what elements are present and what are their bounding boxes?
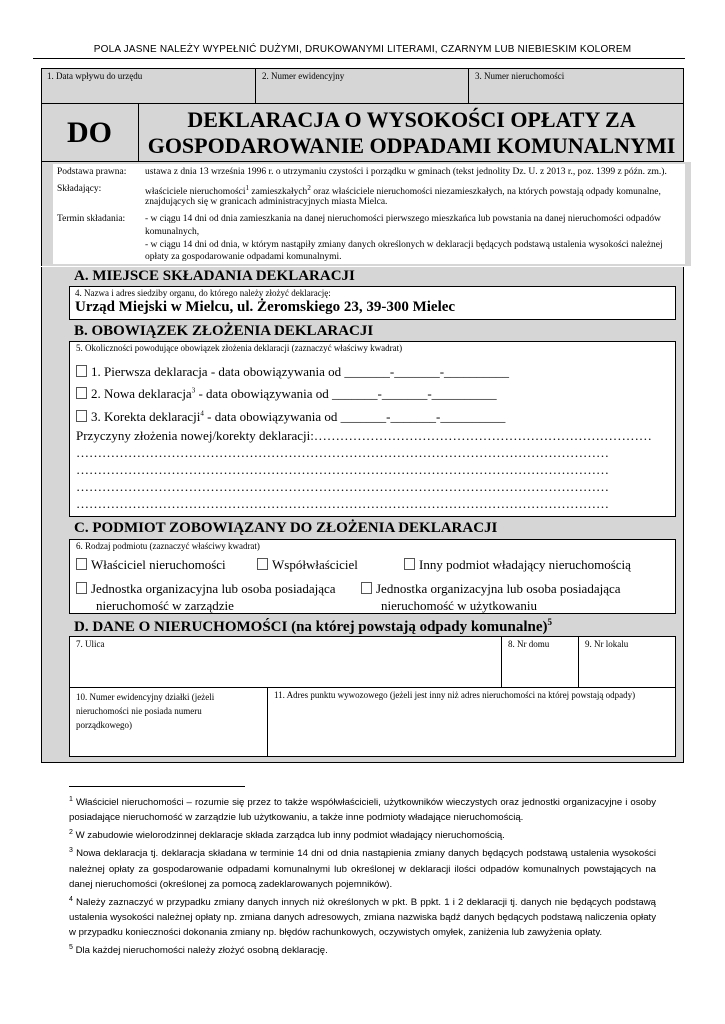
checkbox-other-entity[interactable] (404, 558, 415, 570)
reason-line-4[interactable]: …………………………………………………………………………………………………………… (76, 479, 609, 494)
checkbox-usufruct[interactable] (361, 582, 372, 594)
title-line-1: DEKLARACJA O WYSOKOŚCI OPŁATY ZA (187, 107, 636, 132)
section-a-title: A. MIEJSCE SKŁADANIA DEKLARACJI (74, 268, 355, 284)
field-2-registry-number[interactable] (256, 68, 469, 104)
checkbox-correction[interactable] (76, 410, 87, 422)
option-management-label-a: Jednostka organizacyjna lub osoba posiadająca (91, 581, 336, 596)
option-other-entity[interactable] (404, 557, 631, 573)
filer-sup-2: 2 (307, 184, 311, 192)
section-c-title: C. PODMIOT ZOBOWIĄZANY DO ZŁOŻENIA DEKLARACJI (74, 520, 498, 536)
option-correction[interactable] (76, 409, 505, 425)
filer-sup-1: 1 (245, 184, 250, 192)
field-1-received-date[interactable] (41, 68, 256, 104)
deadline-text-2: komunalnych, (145, 227, 200, 237)
declaration-title (139, 104, 684, 162)
field-8-house-number[interactable] (502, 636, 579, 689)
reason-line-3[interactable]: …………………………………………………………………………………………………………… (76, 462, 609, 477)
field-10-label-a: 10. Numer ewidencyjny działki (jeżeli (76, 692, 215, 702)
option-new-label-b: - data obowiązywania od _______-_______-__________ (195, 386, 497, 401)
filer-text-b: zamieszkałych (249, 187, 308, 198)
field-2-label: 2. Numer ewidencyjny (262, 71, 345, 81)
option-first-label: 1. Pierwsza deklaracja - data obowiązywania od _______-_______-__________ (91, 364, 510, 379)
option-co-owner[interactable] (257, 557, 358, 573)
title-line-2: GOSPODAROWANIE ODPADAMI KOMUNALNYMI (147, 133, 676, 158)
field-8-label: 8. Nr domu (508, 639, 550, 649)
footnote-5-text: Dla każdej nieruchomości należy złożyć osobną deklarację. (72, 944, 328, 956)
footnotes (69, 792, 656, 958)
footnote-1 (69, 792, 656, 825)
field-4-label: 4. Nazwa i adres siedziby organu, do którego należy złożyć deklarację: (75, 288, 331, 298)
footnote-4 (69, 892, 656, 940)
option-new-sup: 3 (191, 386, 196, 395)
section-d-title (74, 617, 552, 636)
field-10-parcel-number[interactable] (69, 687, 268, 757)
option-management[interactable] (76, 580, 336, 614)
filer-text-line1 (145, 184, 661, 197)
option-first-declaration[interactable] (76, 364, 509, 380)
deadline-text-1: - w ciągu 14 dni od dnia zamieszkania na danej nieruchomości pierwszego mieszkańca lub powstania na danej nieruchomości odpadów (145, 214, 661, 224)
deadline-text-4: opłaty za gospodarowanie odpadami komunalnymi. (145, 252, 342, 262)
footnote-3 (69, 843, 656, 891)
footnote-1-num: 1 (69, 796, 73, 803)
legal-basis-text: ustawa z dnia 13 września 1996 r. o utrzymaniu czystości i porządku w gminach (tekst jednolity Dz. U. z 2013 r., poz. 1399 z późn. zm.). (145, 167, 667, 177)
section-d-title-sup: 5 (547, 617, 553, 627)
field-10-label-c: porządkowego) (76, 720, 132, 730)
checkbox-new-declaration[interactable] (76, 387, 87, 399)
field-5-label: 5. Okoliczności powodujące obowiązek złożenia deklaracji (zaznaczyć właściwy kwadrat) (76, 343, 403, 353)
do-label: DO (67, 116, 112, 149)
reason-line-1[interactable] (76, 428, 668, 444)
field-10-label-b: nieruchomości nie posiada numeru (76, 706, 202, 716)
option-new-declaration[interactable] (76, 386, 497, 402)
legal-basis-label: Podstawa prawna: (57, 167, 127, 177)
field-7-street[interactable] (69, 636, 502, 689)
field-6-label: 6. Rodzaj podmiotu (zaznaczyć właściwy kwadrat) (76, 541, 260, 551)
filer-text-a: właściciele nieruchomości (145, 187, 246, 198)
do-label-cell (41, 104, 139, 162)
footnote-3-text: Nowa deklaracja tj. deklaracja składana w terminie 14 dni od dnia nastąpienia zmiany danych będących podstawą ustalenia wysokości należnej opłaty za gospodarowanie odpadami komunalnymi lub określonej w deklaracji ilości odpadów komunalnych powstających na danej nieruchomości (określonej za pomocą zadeklarowanych pojemników). (69, 848, 656, 890)
footnote-4-text: Należy zaznaczyć w przypadku zmiany danych innych niż określonych w pkt. B ppkt. 1 i 2 deklaracji tj. danych nie będących podstawą ustalenia wysokości należnej opłaty np. zmiana danych adresowych, zmiana nazwiska bądź danych będących podstawą naliczenia opłaty w przypadku konieczności dokonania zmiany np. błędów rachunkowych, oczywistych omyłek, zaniżenia lub zawyżenia opłaty. (69, 896, 656, 938)
filer-label: Składający: (57, 184, 102, 194)
footnote-5-num: 5 (69, 943, 73, 951)
reason-line-5[interactable]: …………………………………………………………………………………………………………… (76, 496, 609, 511)
footnote-4-num: 4 (69, 895, 73, 903)
option-usufruct[interactable] (361, 580, 621, 614)
option-correction-label-b: - data obowiązywania od _______-_______-__________ (203, 409, 506, 424)
checkbox-owner[interactable] (76, 558, 87, 570)
deadline-text-3: - w ciągu 14 dni od dnia, w którym nastąpiły zmiany danych określonych w deklaracji będących podstawą ustalenia wysokości należnej (145, 240, 663, 250)
option-owner-label: Właściciel nieruchomości (91, 557, 226, 572)
footnote-2-num: 2 (69, 829, 73, 837)
option-owner[interactable] (76, 557, 226, 573)
top-divider (33, 58, 685, 59)
field-7-label: 7. Ulica (76, 639, 105, 649)
field-4-authority[interactable] (69, 286, 676, 320)
checkbox-first-declaration[interactable] (76, 365, 87, 377)
option-correction-sup: 4 (200, 409, 204, 418)
option-co-owner-label: Współwłaściciel (272, 557, 358, 572)
field-3-property-number[interactable] (469, 68, 684, 104)
footnote-divider (69, 786, 245, 787)
filer-text-c: oraz właściciele nieruchomości niezamieszkałych, na których powstają odpady komunalne, (310, 187, 661, 198)
reason-label: Przyczyny złożenia nowej/korekty deklaracji: (76, 428, 314, 443)
section-d-title-text: D. DANE O NIERUCHOMOŚCI (na której powstają odpady komunalne) (74, 619, 548, 635)
option-correction-label-a: 3. Korekta deklaracji (91, 409, 201, 424)
option-other-entity-label: Inny podmiot władający nieruchomością (419, 557, 631, 572)
section-b-title: B. OBOWIĄZEK ZŁOŻENIA DEKLARACJI (74, 323, 374, 339)
deadline-label: Termin składania: (57, 214, 126, 224)
option-new-label-a: 2. Nowa deklaracja (91, 386, 192, 401)
footnote-2-text: W zabudowie wielorodzinnej deklaracje składa zarządca lub inny podmiot władający nieruchomością. (72, 830, 505, 842)
field-1-label: 1. Data wpływu do urzędu (47, 71, 143, 81)
option-management-label-b: nieruchomość w zarządzie (96, 598, 234, 613)
footnote-3-num: 3 (69, 847, 73, 855)
form-instruction-note: POLA JASNE NALEŻY WYPEŁNIĆ DUŻYMI, DRUKOWANYMI LITERAMI, CZARNYM LUB NIEBIESKIM KOLOREM (93, 44, 632, 55)
filer-text-line2: znajdujących się w granicach administracyjnych miasta Mielca. (145, 197, 388, 207)
field-11-label: 11. Adres punktu wywozowego (jeżeli jest inny niż adres nieruchomości na której powstają odpady) (274, 690, 636, 700)
footnote-2 (69, 825, 656, 843)
option-usufruct-label-b: nieruchomość w użytkowaniu (381, 598, 537, 613)
option-usufruct-label-a: Jednostka organizacyjna lub osoba posiadająca (376, 581, 621, 596)
field-9-apartment-number[interactable] (579, 636, 676, 689)
footnote-1-text: Właściciel nieruchomości – rozumie się przez to także współwłaścicieli, użytkowników wieczystych oraz jednostki organizacyjne i osoby posiadające nieruchomość w zarządzie lub użytkowaniu, a także inne podmioty władające nieruchomością. (69, 797, 656, 824)
checkbox-management[interactable] (76, 582, 87, 594)
reason-line-2[interactable]: …………………………………………………………………………………………………………… (76, 445, 609, 460)
reason-dots-1: …………………………………………………………………… (313, 428, 652, 443)
field-11-pickup-address[interactable] (268, 687, 676, 757)
field-4-value: Urząd Miejski w Mielcu, ul. Żeromskiego 23, 39-300 Mielec (75, 299, 456, 315)
field-9-label: 9. Nr lokalu (585, 639, 629, 649)
footnote-5 (69, 940, 656, 958)
field-3-label: 3. Numer nieruchomości (475, 71, 565, 81)
checkbox-co-owner[interactable] (257, 558, 268, 570)
